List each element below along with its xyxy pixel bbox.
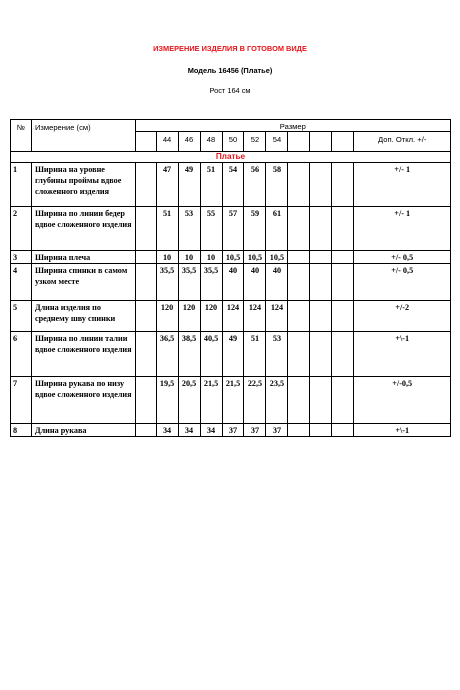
row-number: 2 (11, 207, 32, 251)
size-value: 49 (222, 332, 244, 377)
table-row (11, 207, 451, 251)
empty-cell (310, 207, 332, 251)
size-cell: 50 (222, 132, 244, 152)
size-cell: 44 (156, 132, 178, 152)
size-value: 23,5 (266, 377, 288, 424)
tolerance-value: +/-0,5 (354, 377, 451, 424)
size-value: 35,5 (200, 264, 222, 301)
row-measurement-name: Ширина рукава по низу вдвое сложенного изделия (31, 377, 135, 424)
size-value: 37 (222, 424, 244, 437)
spacer-cell (135, 207, 156, 251)
table-row (11, 424, 451, 437)
size-value: 61 (266, 207, 288, 251)
empty-cell (288, 332, 310, 377)
row-measurement-name: Ширина спинки в самом узком месте (31, 264, 135, 301)
size-value: 40 (244, 264, 266, 301)
spacer-cell (135, 264, 156, 301)
tolerance-value: +/- 1 (354, 163, 451, 207)
size-value: 37 (244, 424, 266, 437)
size-value: 120 (178, 301, 200, 332)
size-value: 10 (178, 251, 200, 264)
spacer-cell (135, 377, 156, 424)
size-value: 36,5 (156, 332, 178, 377)
row-number: 5 (11, 301, 32, 332)
table-row (11, 264, 451, 301)
empty-cell (332, 424, 354, 437)
size-value: 10 (156, 251, 178, 264)
empty-cell (288, 424, 310, 437)
empty-cell (288, 377, 310, 424)
spacer-cell (135, 251, 156, 264)
empty-cell (310, 251, 332, 264)
size-value: 53 (178, 207, 200, 251)
size-value: 10,5 (244, 251, 266, 264)
table-row (11, 251, 451, 264)
size-value: 20,5 (178, 377, 200, 424)
size-value: 40,5 (200, 332, 222, 377)
size-value: 47 (156, 163, 178, 207)
table-row (11, 163, 451, 207)
row-number: 4 (11, 264, 32, 301)
empty-cell (310, 264, 332, 301)
size-value: 49 (178, 163, 200, 207)
row-measurement-name: Ширина плеча (31, 251, 135, 264)
column-header-tolerance: Доп. Откл. +/- (354, 132, 451, 152)
size-value: 59 (244, 207, 266, 251)
row-measurement-name: Ширина по линии талии вдвое сложенного изделия (31, 332, 135, 377)
empty-cell (310, 377, 332, 424)
model-label: Модель 16456 (Платье) (187, 66, 273, 75)
size-value: 35,5 (178, 264, 200, 301)
size-value: 40 (222, 264, 244, 301)
row-number: 3 (11, 251, 32, 264)
size-value: 58 (266, 163, 288, 207)
size-spacer (135, 132, 156, 152)
empty-cell (288, 251, 310, 264)
empty-cell (332, 132, 354, 152)
tolerance-value: +\-1 (354, 424, 451, 437)
size-value: 10,5 (222, 251, 244, 264)
size-value: 19,5 (156, 377, 178, 424)
size-value: 34 (200, 424, 222, 437)
size-value: 51 (156, 207, 178, 251)
spacer-cell (135, 301, 156, 332)
empty-cell (332, 377, 354, 424)
section-row (11, 152, 451, 163)
size-cell: 48 (200, 132, 222, 152)
size-value: 35,5 (156, 264, 178, 301)
section-title: Платье (11, 152, 451, 163)
row-measurement-name: Длина рукава (31, 424, 135, 437)
empty-cell (332, 207, 354, 251)
empty-cell (310, 301, 332, 332)
empty-cell (288, 301, 310, 332)
size-value: 22,5 (244, 377, 266, 424)
empty-cell (332, 264, 354, 301)
row-measurement-name: Длина изделия по среднему шву спинки (31, 301, 135, 332)
row-number: 1 (11, 163, 32, 207)
empty-cell (332, 301, 354, 332)
empty-cell (288, 264, 310, 301)
size-value: 124 (266, 301, 288, 332)
size-value: 54 (222, 163, 244, 207)
spacer-cell (135, 424, 156, 437)
size-cell: 54 (266, 132, 288, 152)
empty-cell (310, 163, 332, 207)
tolerance-value: +/-2 (354, 301, 451, 332)
size-value: 51 (200, 163, 222, 207)
table-row (11, 332, 451, 377)
empty-cell (332, 163, 354, 207)
size-value: 10 (200, 251, 222, 264)
tolerance-value: +/- 0,5 (354, 264, 451, 301)
row-number: 8 (11, 424, 32, 437)
empty-cell (310, 424, 332, 437)
empty-cell (288, 207, 310, 251)
size-cell: 46 (178, 132, 200, 152)
size-value: 120 (200, 301, 222, 332)
size-value: 56 (244, 163, 266, 207)
size-value: 38,5 (178, 332, 200, 377)
size-value: 10,5 (266, 251, 288, 264)
empty-cell (288, 132, 310, 152)
table-header-row (11, 120, 451, 132)
table-body (11, 163, 451, 437)
empty-cell (310, 132, 332, 152)
size-value: 124 (222, 301, 244, 332)
column-header-size: Размер (135, 120, 450, 132)
size-value: 51 (244, 332, 266, 377)
height-label: Рост 164 см (209, 86, 251, 95)
spacer-cell (135, 332, 156, 377)
document-title: ИЗМЕРЕНИЕ ИЗДЕЛИЯ В ГОТОВОМ ВИДЕ (153, 44, 307, 53)
row-measurement-name: Ширина на уровне глубины проймы вдвое сложенного изделия (31, 163, 135, 207)
tolerance-value: +/- 0,5 (354, 251, 451, 264)
size-value: 21,5 (222, 377, 244, 424)
table-row (11, 377, 451, 424)
size-value: 57 (222, 207, 244, 251)
size-cell: 52 (244, 132, 266, 152)
table-row (11, 301, 451, 332)
measurement-table (10, 119, 451, 437)
empty-cell (332, 332, 354, 377)
row-number: 7 (11, 377, 32, 424)
size-value: 55 (200, 207, 222, 251)
tolerance-value: +\-1 (354, 332, 451, 377)
empty-cell (310, 332, 332, 377)
row-number: 6 (11, 332, 32, 377)
size-value: 124 (244, 301, 266, 332)
size-value: 37 (266, 424, 288, 437)
row-measurement-name: Ширина по линии бедер вдвое сложенного изделия (31, 207, 135, 251)
column-header-measure: Измерение (см) (31, 120, 135, 152)
empty-cell (332, 251, 354, 264)
size-value: 120 (156, 301, 178, 332)
tolerance-value: +/- 1 (354, 207, 451, 251)
column-header-number: № (11, 120, 32, 152)
size-value: 53 (266, 332, 288, 377)
size-value: 34 (156, 424, 178, 437)
size-value: 40 (266, 264, 288, 301)
size-value: 21,5 (200, 377, 222, 424)
size-value: 34 (178, 424, 200, 437)
spacer-cell (135, 163, 156, 207)
empty-cell (288, 163, 310, 207)
